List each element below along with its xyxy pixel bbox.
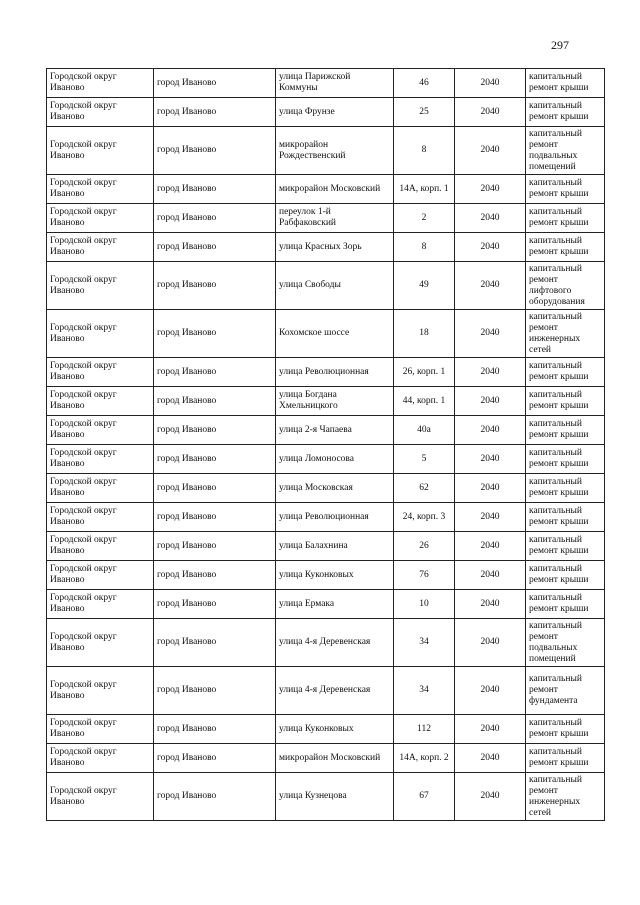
work-type-cell: капитальный ремонт фундамента <box>526 667 605 715</box>
house-number-cell: 2 <box>394 204 455 233</box>
municipality-cell: Городской округ Иваново <box>47 175 154 204</box>
house-number-cell: 14А, корп. 1 <box>394 175 455 204</box>
table-body <box>47 69 605 821</box>
table-row <box>47 715 605 744</box>
year-cell: 2040 <box>455 387 526 416</box>
house-number-cell: 46 <box>394 69 455 98</box>
house-number-cell: 25 <box>394 98 455 127</box>
table-row <box>47 310 605 358</box>
table-row <box>47 773 605 821</box>
work-type-cell: капитальный ремонт подвальных помещений <box>526 127 605 175</box>
year-cell: 2040 <box>455 416 526 445</box>
table-row <box>47 590 605 619</box>
table-row <box>47 69 605 98</box>
year-cell: 2040 <box>455 590 526 619</box>
municipality-cell: Городской округ Иваново <box>47 233 154 262</box>
settlement-cell: город Иваново <box>154 619 276 667</box>
house-number-cell: 18 <box>394 310 455 358</box>
table-row <box>47 262 605 310</box>
year-cell: 2040 <box>455 744 526 773</box>
work-type-cell: капитальный ремонт крыши <box>526 445 605 474</box>
work-type-cell: капитальный ремонт крыши <box>526 416 605 445</box>
settlement-cell: город Иваново <box>154 233 276 262</box>
table-row <box>47 445 605 474</box>
settlement-cell: город Иваново <box>154 175 276 204</box>
settlement-cell: город Иваново <box>154 127 276 175</box>
municipality-cell: Городской округ Иваново <box>47 127 154 175</box>
street-cell: Кохомское шоссе <box>276 310 394 358</box>
house-number-cell: 8 <box>394 233 455 262</box>
table-row <box>47 127 605 175</box>
house-number-cell: 49 <box>394 262 455 310</box>
municipality-cell: Городской округ Иваново <box>47 445 154 474</box>
street-cell: улица Красных Зорь <box>276 233 394 262</box>
street-cell: улица Кузнецова <box>276 773 394 821</box>
settlement-cell: город Иваново <box>154 667 276 715</box>
year-cell: 2040 <box>455 619 526 667</box>
year-cell: 2040 <box>455 474 526 503</box>
settlement-cell: город Иваново <box>154 503 276 532</box>
settlement-cell: город Иваново <box>154 416 276 445</box>
house-number-cell: 34 <box>394 667 455 715</box>
year-cell: 2040 <box>455 715 526 744</box>
municipality-cell: Городской округ Иваново <box>47 715 154 744</box>
municipality-cell: Городской округ Иваново <box>47 744 154 773</box>
municipality-cell: Городской округ Иваново <box>47 619 154 667</box>
work-type-cell: капитальный ремонт крыши <box>526 561 605 590</box>
municipality-cell: Городской округ Иваново <box>47 532 154 561</box>
settlement-cell: город Иваново <box>154 69 276 98</box>
street-cell: переулок 1-й Рабфаковский <box>276 204 394 233</box>
municipality-cell: Городской округ Иваново <box>47 416 154 445</box>
municipality-cell: Городской округ Иваново <box>47 387 154 416</box>
municipality-cell: Городской округ Иваново <box>47 98 154 127</box>
house-number-cell: 14А, корп. 2 <box>394 744 455 773</box>
street-cell: микрорайон Московский <box>276 744 394 773</box>
table-row <box>47 416 605 445</box>
street-cell: улица Революционная <box>276 358 394 387</box>
street-cell: улица Куконковых <box>276 715 394 744</box>
street-cell: улица Свободы <box>276 262 394 310</box>
work-type-cell: капитальный ремонт инженерных сетей <box>526 310 605 358</box>
street-cell: улица 4-я Деревенская <box>276 619 394 667</box>
work-type-cell: капитальный ремонт крыши <box>526 358 605 387</box>
settlement-cell: город Иваново <box>154 590 276 619</box>
year-cell: 2040 <box>455 532 526 561</box>
house-number-cell: 5 <box>394 445 455 474</box>
table-row <box>47 474 605 503</box>
year-cell: 2040 <box>455 773 526 821</box>
municipality-cell: Городской округ Иваново <box>47 69 154 98</box>
work-type-cell: капитальный ремонт крыши <box>526 69 605 98</box>
year-cell: 2040 <box>455 561 526 590</box>
municipality-cell: Городской округ Иваново <box>47 358 154 387</box>
year-cell: 2040 <box>455 262 526 310</box>
street-cell: улица Богдана Хмельницкого <box>276 387 394 416</box>
house-number-cell: 67 <box>394 773 455 821</box>
table-row <box>47 744 605 773</box>
settlement-cell: город Иваново <box>154 262 276 310</box>
table-row <box>47 387 605 416</box>
work-type-cell: капитальный ремонт крыши <box>526 387 605 416</box>
table-row <box>47 233 605 262</box>
year-cell: 2040 <box>455 445 526 474</box>
settlement-cell: город Иваново <box>154 387 276 416</box>
street-cell: улица Ломоносова <box>276 445 394 474</box>
house-number-cell: 34 <box>394 619 455 667</box>
street-cell: улица Революционная <box>276 503 394 532</box>
year-cell: 2040 <box>455 503 526 532</box>
house-number-cell: 24, корп. 3 <box>394 503 455 532</box>
year-cell: 2040 <box>455 358 526 387</box>
year-cell: 2040 <box>455 127 526 175</box>
work-type-cell: капитальный ремонт лифтового оборудования <box>526 262 605 310</box>
work-type-cell: капитальный ремонт крыши <box>526 233 605 262</box>
work-type-cell: капитальный ремонт крыши <box>526 474 605 503</box>
house-number-cell: 26 <box>394 532 455 561</box>
municipality-cell: Городской округ Иваново <box>47 310 154 358</box>
street-cell: микрорайон Московский <box>276 175 394 204</box>
house-number-cell: 10 <box>394 590 455 619</box>
municipality-cell: Городской округ Иваново <box>47 590 154 619</box>
municipality-cell: Городской округ Иваново <box>47 204 154 233</box>
street-cell: улица Фрунзе <box>276 98 394 127</box>
table-row <box>47 204 605 233</box>
settlement-cell: город Иваново <box>154 358 276 387</box>
house-number-cell: 26, корп. 1 <box>394 358 455 387</box>
table-row <box>47 175 605 204</box>
year-cell: 2040 <box>455 310 526 358</box>
work-type-cell: капитальный ремонт инженерных сетей <box>526 773 605 821</box>
work-type-cell: капитальный ремонт крыши <box>526 590 605 619</box>
table-row <box>47 503 605 532</box>
work-type-cell: капитальный ремонт крыши <box>526 744 605 773</box>
street-cell: улица 2-я Чапаева <box>276 416 394 445</box>
year-cell: 2040 <box>455 667 526 715</box>
municipality-cell: Городской округ Иваново <box>47 773 154 821</box>
house-number-cell: 8 <box>394 127 455 175</box>
street-cell: улица Ермака <box>276 590 394 619</box>
settlement-cell: город Иваново <box>154 310 276 358</box>
house-number-cell: 44, корп. 1 <box>394 387 455 416</box>
table-row <box>47 667 605 715</box>
street-cell: улица Балахнина <box>276 532 394 561</box>
table-row <box>47 561 605 590</box>
table-row <box>47 619 605 667</box>
year-cell: 2040 <box>455 69 526 98</box>
settlement-cell: город Иваново <box>154 561 276 590</box>
municipality-cell: Городской округ Иваново <box>47 561 154 590</box>
year-cell: 2040 <box>455 98 526 127</box>
street-cell: улица Куконковых <box>276 561 394 590</box>
year-cell: 2040 <box>455 204 526 233</box>
page-number: 297 <box>551 38 569 52</box>
repair-schedule-table <box>46 68 605 821</box>
municipality-cell: Городской округ Иваново <box>47 474 154 503</box>
house-number-cell: 76 <box>394 561 455 590</box>
table-row <box>47 532 605 561</box>
street-cell: микрорайон Рождественский <box>276 127 394 175</box>
municipality-cell: Городской округ Иваново <box>47 503 154 532</box>
settlement-cell: город Иваново <box>154 474 276 503</box>
settlement-cell: город Иваново <box>154 773 276 821</box>
house-number-cell: 112 <box>394 715 455 744</box>
municipality-cell: Городской округ Иваново <box>47 667 154 715</box>
settlement-cell: город Иваново <box>154 98 276 127</box>
street-cell: улица Парижской Коммуны <box>276 69 394 98</box>
settlement-cell: город Иваново <box>154 744 276 773</box>
work-type-cell: капитальный ремонт крыши <box>526 204 605 233</box>
house-number-cell: 40а <box>394 416 455 445</box>
work-type-cell: капитальный ремонт крыши <box>526 532 605 561</box>
settlement-cell: город Иваново <box>154 532 276 561</box>
street-cell: улица Московская <box>276 474 394 503</box>
settlement-cell: город Иваново <box>154 715 276 744</box>
municipality-cell: Городской округ Иваново <box>47 262 154 310</box>
work-type-cell: капитальный ремонт крыши <box>526 715 605 744</box>
table-row <box>47 358 605 387</box>
year-cell: 2040 <box>455 175 526 204</box>
table-row <box>47 98 605 127</box>
settlement-cell: город Иваново <box>154 204 276 233</box>
work-type-cell: капитальный ремонт крыши <box>526 98 605 127</box>
work-type-cell: капитальный ремонт крыши <box>526 503 605 532</box>
work-type-cell: капитальный ремонт крыши <box>526 175 605 204</box>
year-cell: 2040 <box>455 233 526 262</box>
work-type-cell: капитальный ремонт подвальных помещений <box>526 619 605 667</box>
house-number-cell: 62 <box>394 474 455 503</box>
settlement-cell: город Иваново <box>154 445 276 474</box>
street-cell: улица 4-я Деревенская <box>276 667 394 715</box>
